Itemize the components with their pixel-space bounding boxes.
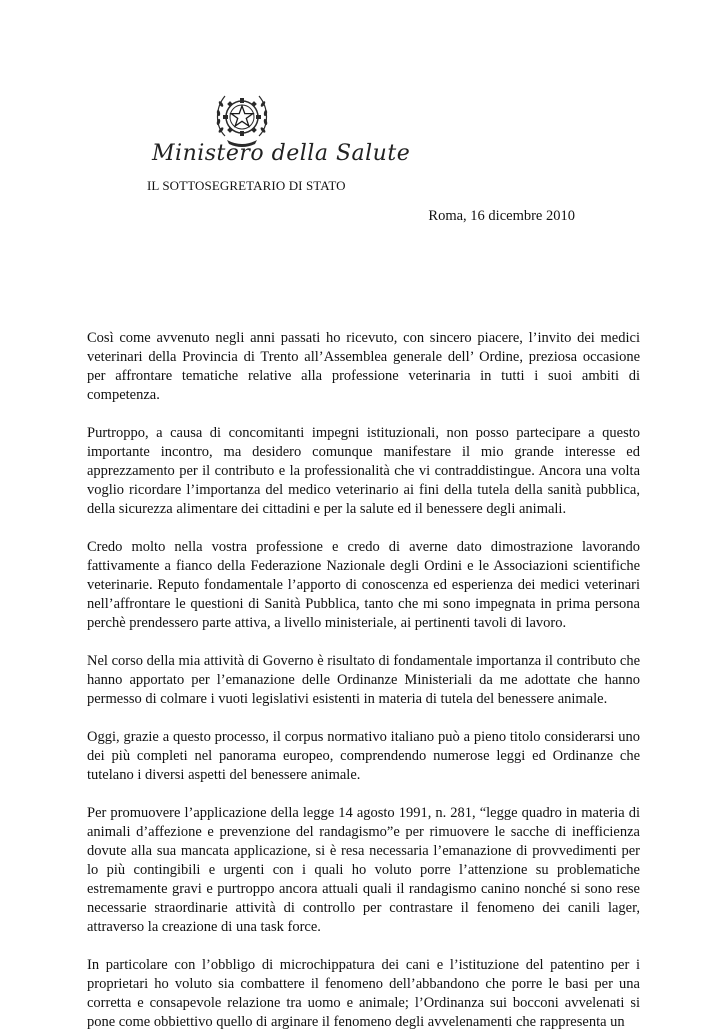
date-line: Roma, 16 dicembre 2010 bbox=[428, 208, 575, 224]
body-paragraph-5: Oggi, grazie a questo processo, il corpus normativo italiano può a pieno titolo considerarsi uno dei più completi nel panorama europeo, comprendendo numerose leggi ed Ordinanze che tutelano i diversi aspetti del benessere animale. bbox=[87, 729, 640, 783]
body-paragraph-2: Purtroppo, a causa di concomitanti impegni istituzionali, non posso partecipare a questo importante incontro, ma desidero comunque manifestare il mio grande interesse ed apprezzamento per il contributo e la professionalità che vi contraddistingue. Ancora una volta voglio ricordare l’importanza del medico veterinario ai fini della tutela della sanità pubblica, della sicurezza alimentare dei cittadini e per la salute ed il benessere degli animali. bbox=[87, 425, 640, 517]
ministry-name: Ministero della Salute bbox=[152, 141, 411, 166]
body-paragraph-1: Così come avvenuto negli anni passati ho ricevuto, con sincero piacere, l’invito dei medici veterinari della Provincia di Trento all’Assemblea generale dell’ Ordine, preziosa occasione per affrontare tematiche relative alla professione veterinaria in tutti i suoi ambiti di competenza. bbox=[87, 330, 640, 403]
body-paragraph-6: Per promuovere l’applicazione della legge 14 agosto 1991, n. 281, “legge quadro in materia di animali d’affezione e prevenzione del randagismo”e per rimuovere le sacche di inefficienza dovute alla sua mancata applicazione, si è resa necessaria l’emanazione di provvedimenti per lo più contingibili e urgenti con i quali ho voluto porre l’attenzione su problematiche estremamente gravi e purtroppo ancora attuali quali il randagismo canino nonché si sono rese necessarie straordinarie attività di controllo per contrastare il fenomeno dei canili lager, attraverso la creazione di una task force. bbox=[87, 805, 640, 935]
office-title: IL SOTTOSEGRETARIO DI STATO bbox=[147, 178, 346, 193]
body-paragraph-7: In particolare con l’obbligo di microchippatura dei cani e l’istituzione del patentino per i proprietari ho voluto sia combattere il fenomeno dell’abbandono che porre le basi per una corretta e consapevole relazione tra uomo e animale; l’Ordinanza sui bocconi avvelenati si pone come obbiettivo quello di arginare il fenomeno degli avvelenamenti che rappresenta un bbox=[87, 957, 640, 1030]
letter-body bbox=[87, 329, 640, 1032]
body-paragraph-3: Credo molto nella vostra professione e credo di averne dato dimostrazione lavorando fattivamente a fianco della Federazione Nazionale degli Ordini e le Associazioni scientifiche veterinarie. Reputo fondamentale l’apporto di conoscenza ed esperienza dei medici veterinari nell’affrontare le questioni di Sanità Pubblica, tanto che mi sono impegnata in prima persona perchè prendessero parte attiva, a livello ministeriale, ai pertinenti tavoli di lavoro. bbox=[87, 539, 640, 631]
body-paragraph-4: Nel corso della mia attività di Governo è risultato di fondamentale importanza il contributo che hanno apportato per l’emanazione delle Ordinanze Ministeriali da me adottate che hanno permesso di colmare i vuoti legislativi esistenti in materia di tutela del benessere animale. bbox=[87, 653, 640, 707]
